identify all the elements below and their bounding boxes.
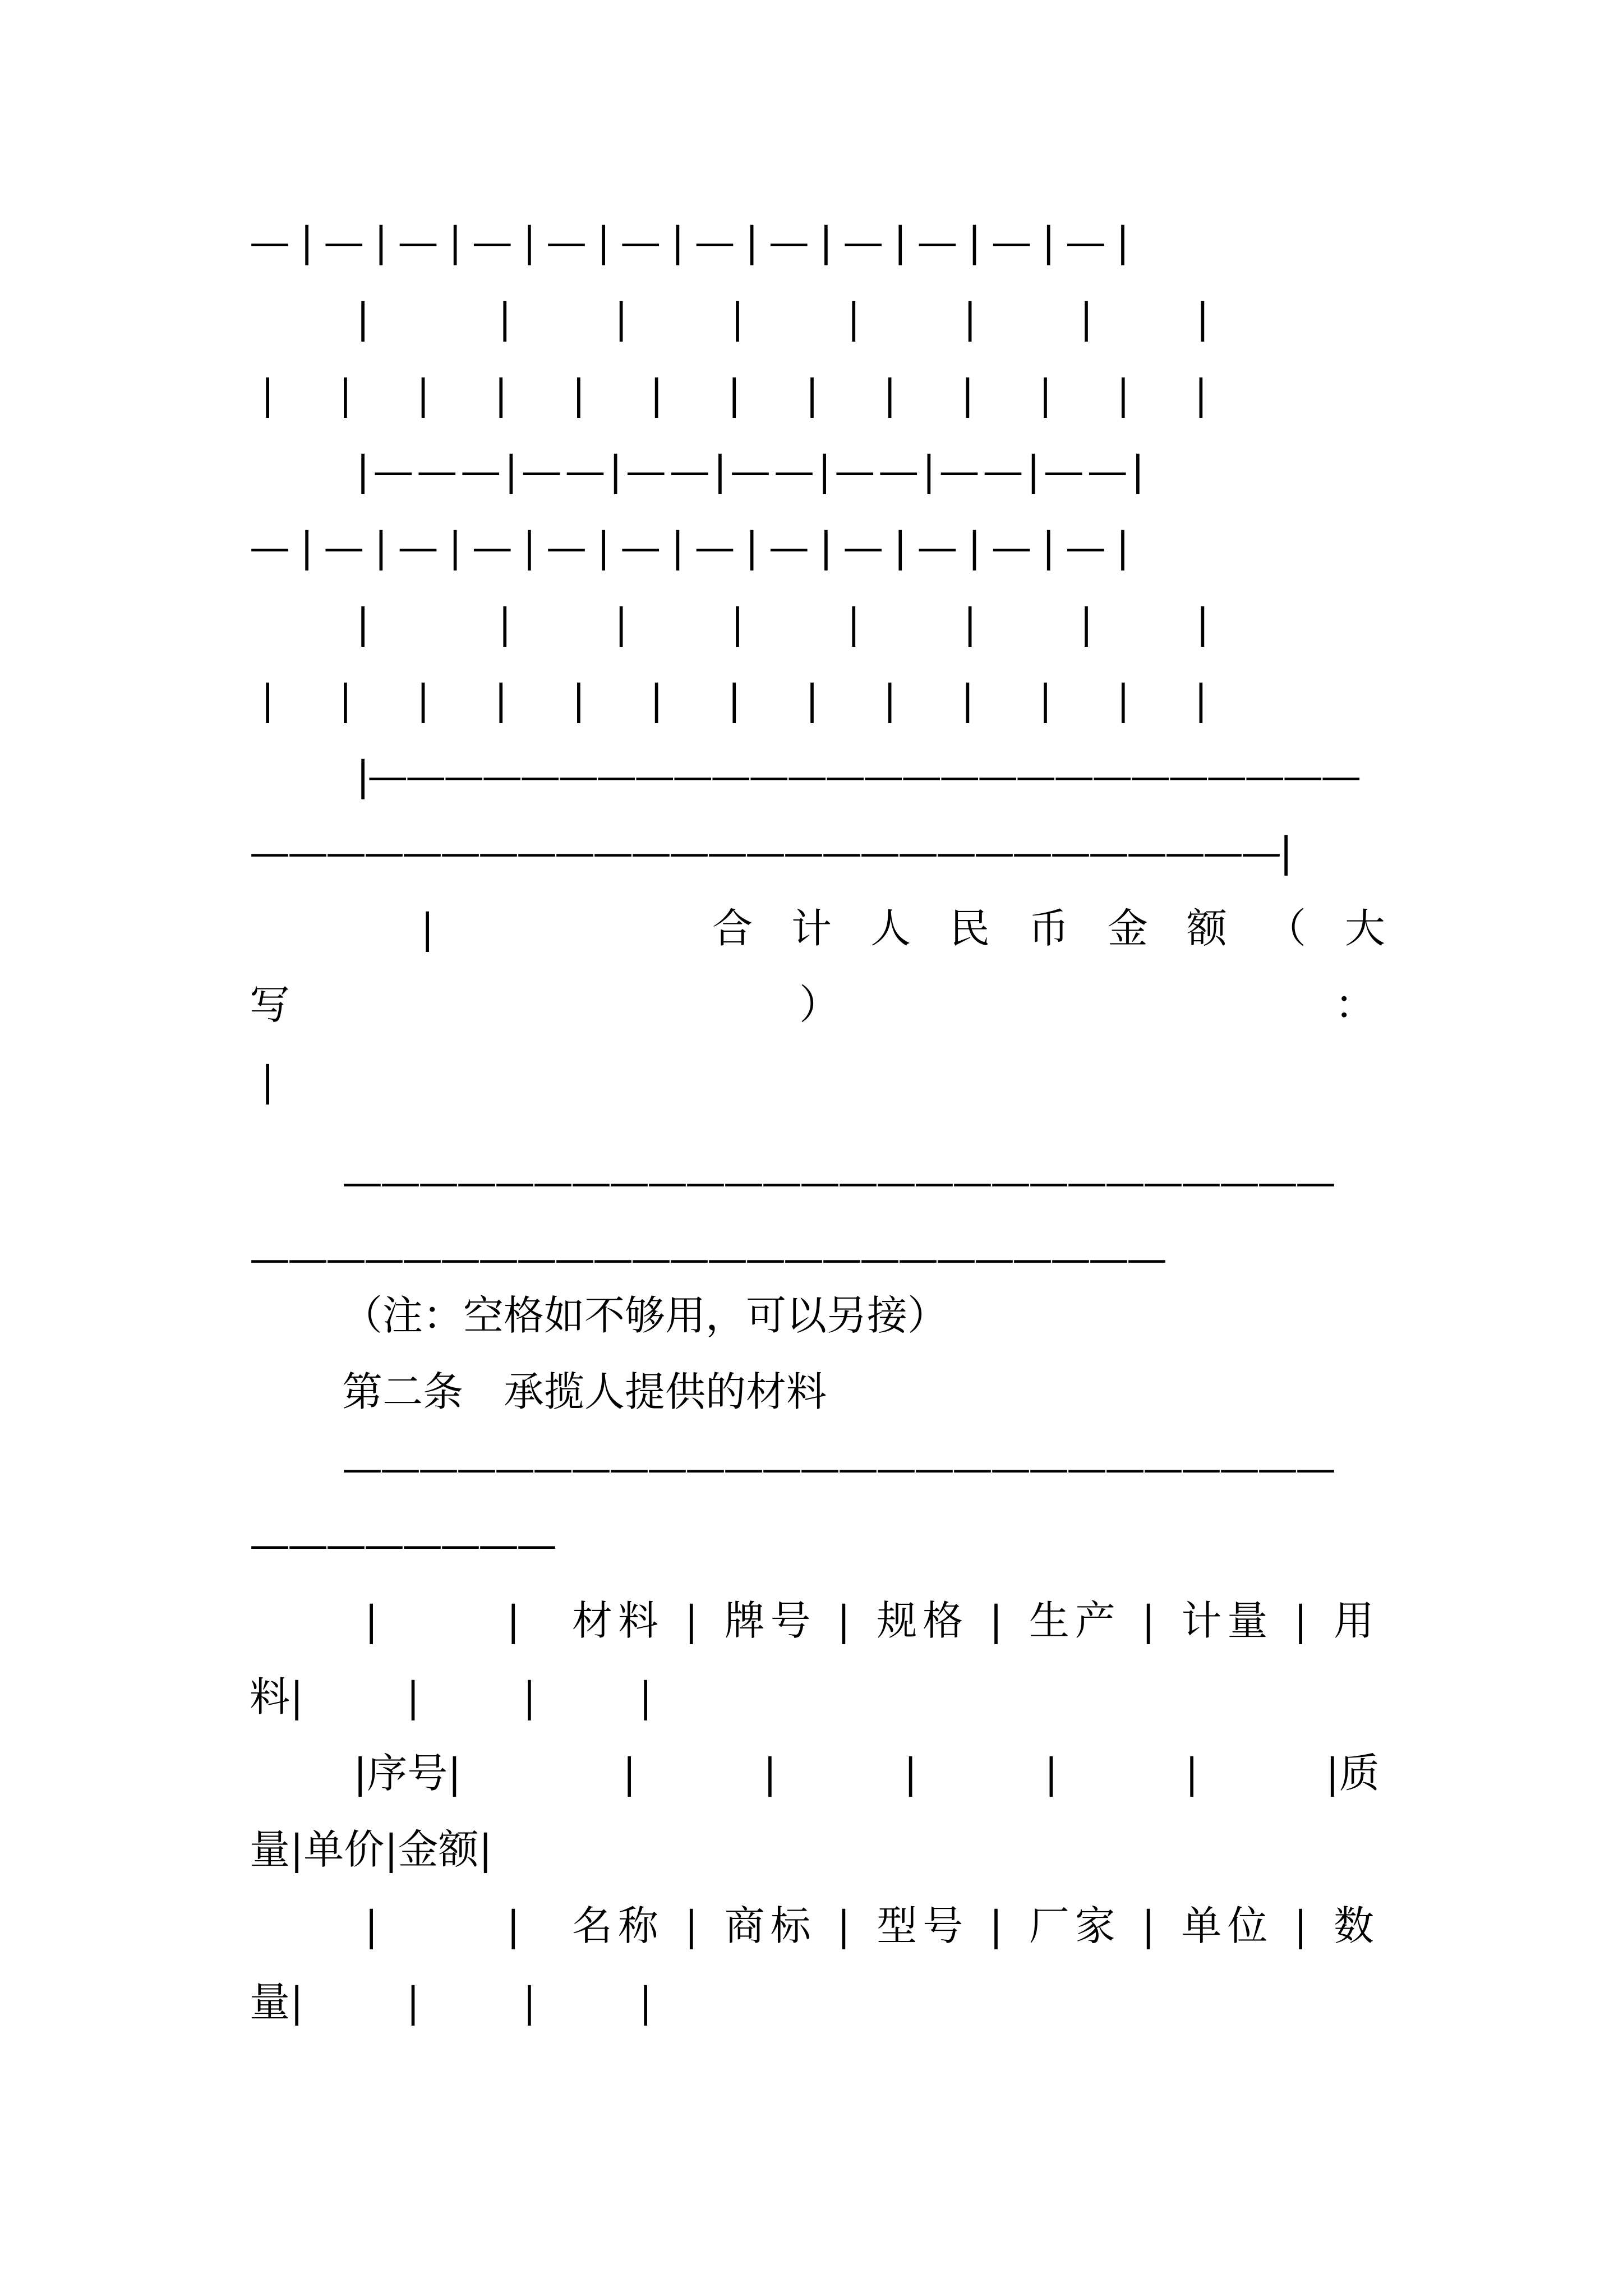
table2-header2-cont: 量|单价|金额| <box>250 1826 492 1873</box>
total-char: 额 <box>1186 905 1227 952</box>
table2-header3-cont: 量| | | | <box>250 1978 653 2026</box>
table2-cell: |质 <box>1325 1750 1380 1797</box>
table2-header3-start: | | <box>365 1902 520 1949</box>
table2-divider: | <box>903 1750 917 1797</box>
table2-divider: | <box>1141 1902 1161 1949</box>
table2-cell: 材料 <box>572 1597 665 1644</box>
table2-header2 <box>623 1748 1380 1798</box>
table2-cell: 厂家 <box>1029 1902 1121 1949</box>
separator-line: —————————————————————————— <box>342 1158 1334 1205</box>
total-char: 币 <box>1028 905 1069 952</box>
total-char: 金 <box>1107 905 1148 952</box>
total-left-bar: | <box>421 905 435 952</box>
article2-heading: 第二条 承揽人提供的材料 <box>342 1368 827 1415</box>
table1-row-f: | | | | | | | | <box>356 600 1210 647</box>
table2-divider: | <box>684 1597 704 1644</box>
table2-divider: | <box>837 1597 856 1644</box>
table2-divider: | <box>989 1597 1009 1644</box>
table2-cell: 用 <box>1333 1597 1380 1644</box>
table2-cell: 数 <box>1333 1902 1380 1949</box>
table2-cell: 生产 <box>1029 1597 1121 1644</box>
table2-header1-start: | | <box>365 1597 520 1644</box>
table1-row-d: |———|——|——|——|——|——|——| <box>356 447 1149 494</box>
total-char: （ <box>1265 905 1306 952</box>
note-text: （注：空格如不够用，可以另接） <box>342 1292 948 1339</box>
table2-divider: | <box>989 1902 1009 1949</box>
table2-divider: | <box>684 1902 704 1949</box>
table2-cell: 型号 <box>877 1902 969 1949</box>
table2-divider: | <box>1294 1597 1313 1644</box>
table1-row-h: |—————————————————————————— <box>356 752 1359 799</box>
table2-divider: | <box>1044 1750 1058 1797</box>
table2-header1-cont: 料| | | | <box>250 1673 653 1720</box>
total-label <box>712 903 1385 954</box>
table2-divider: | <box>1294 1902 1313 1949</box>
table1-row-b: | | | | | | | | <box>356 295 1210 342</box>
table2-cell: 计量 <box>1181 1597 1274 1644</box>
table2-cell: 名称 <box>572 1902 665 1949</box>
table1-row-e: —|—|—|—|—|—|—|—|—|—|—|—| <box>250 523 1140 570</box>
total-char: 合 <box>712 905 753 952</box>
table1-row-c: | | | | | | | | | | | | | <box>261 371 1208 418</box>
total-char: 大 <box>1344 905 1385 952</box>
table2-divider: | <box>1184 1750 1199 1797</box>
table2-header2-start: |序号| <box>353 1750 462 1797</box>
total-char: 人 <box>870 905 911 952</box>
table2-header1 <box>572 1595 1380 1646</box>
table2-cell: 单位 <box>1181 1902 1274 1949</box>
total-write-char: 写 <box>250 981 291 1028</box>
table2-cell: 商标 <box>724 1902 817 1949</box>
table2-header3 <box>572 1901 1380 1951</box>
table1-row-a: —|—|—|—|—|—|—|—|—|—|—|—| <box>250 218 1140 265</box>
table2-cell: 牌号 <box>724 1597 817 1644</box>
table2-divider: | <box>837 1902 856 1949</box>
separator-line: —————————————————————————— <box>342 1444 1334 1492</box>
total-char: 民 <box>949 905 990 952</box>
total-colon: ： <box>1335 981 1376 1028</box>
table2-divider: | <box>623 1750 637 1797</box>
total-end-bar: | <box>261 1057 275 1105</box>
separator-line: ———————————————————————— <box>250 1235 1165 1282</box>
separator-line: ———————— <box>250 1521 555 1568</box>
table1-row-i: ———————————————————————————| <box>250 829 1291 876</box>
total-char: 计 <box>791 905 832 952</box>
table2-divider: | <box>763 1750 777 1797</box>
table1-row-g: | | | | | | | | | | | | | <box>261 676 1208 723</box>
table2-cell: 规格 <box>877 1597 969 1644</box>
total-close-paren: ） <box>799 981 840 1028</box>
table2-divider: | <box>1141 1597 1161 1644</box>
